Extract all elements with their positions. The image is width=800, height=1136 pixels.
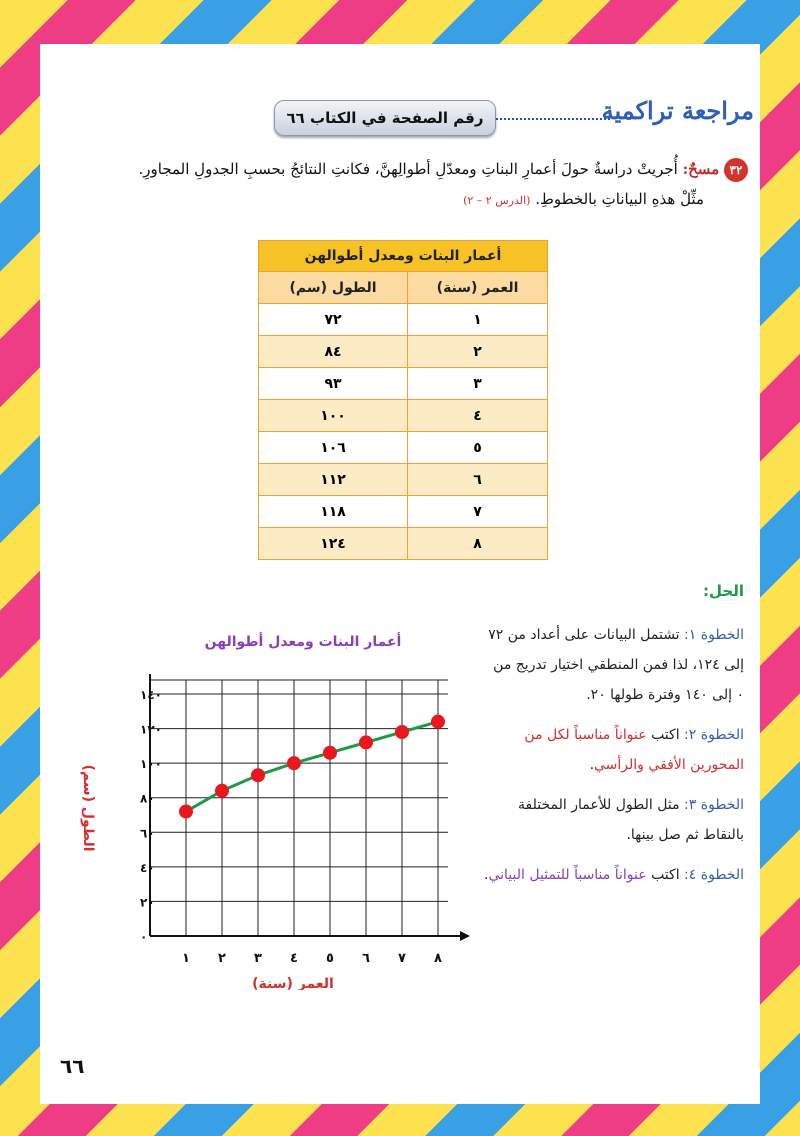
table-cell-age: ٢ — [408, 336, 548, 368]
question-label: مسحٌ: — [682, 160, 720, 178]
step-2 — [484, 720, 744, 780]
data-point — [179, 805, 193, 819]
question-line-1: أُجريتْ دراسةٌ حولَ أعمارِ البناتِ ومعدّلِ أطوالِهنَّ، فكانتِ النتائجُ بحسبِ الجدولِ المجاورِ. — [138, 160, 678, 178]
chart-title: أعمار البنات ومعدل أطوالهن — [204, 634, 402, 650]
y-tick-label: ٢٠ — [140, 895, 155, 910]
table-cell-age: ٦ — [408, 464, 548, 496]
step-2-highlight: عنواناً مناسباً لكل من المحورين الأفقي والرأسي — [524, 727, 744, 773]
y-tick-label: ٨٠ — [140, 791, 155, 806]
table-row — [259, 368, 548, 400]
x-tick-label: ٦ — [362, 951, 370, 966]
data-point — [395, 725, 409, 739]
step-3 — [484, 790, 744, 850]
step-3-text: مثل الطول للأعمار المختلفة بالنقاط ثم صل بينها. — [518, 797, 744, 843]
question-line-2: مثِّلْ هذهِ البياناتِ بالخطوطِ. — [535, 190, 704, 208]
step-4-pre: اكتب — [651, 867, 680, 883]
table-row — [259, 304, 548, 336]
table-cell-age: ٥ — [408, 432, 548, 464]
book-page-ref-badge: رقم الصفحة في الكتاب ٦٦ — [274, 100, 496, 136]
table-title: أعمار البنات ومعدل أطوالهن — [259, 241, 548, 272]
page-number: ٦٦ — [60, 1054, 85, 1078]
data-point — [431, 715, 445, 729]
data-point — [215, 784, 229, 798]
y-tick-label: ٠ — [140, 930, 148, 944]
question-block — [60, 154, 748, 216]
y-tick-label: ١٢٠ — [140, 722, 162, 737]
step-4-name: الخطوة ٤: — [684, 867, 744, 883]
line-chart-container — [62, 628, 474, 990]
table-header-age: العمر (سنة) — [408, 272, 548, 304]
data-point — [287, 756, 301, 770]
data-point — [359, 735, 373, 749]
step-2-pre: اكتب — [651, 727, 680, 743]
x-axis-label: العمر (سنة) — [252, 976, 334, 990]
table-cell-age: ٨ — [408, 528, 548, 560]
table-row — [259, 432, 548, 464]
data-point — [251, 768, 265, 782]
x-tick-label: ٥ — [326, 951, 334, 966]
step-2-name: الخطوة ٢: — [684, 727, 744, 743]
title-dotted-line — [492, 118, 610, 120]
question-number-badge: ٣٢ — [724, 158, 748, 182]
step-1-text: تشتمل البيانات على أعداد من ٧٢ إلى ١٢٤، لذا فمن المنطقي اختيار تدريج من ٠ إلى ١٤٠ وفترة طولها ٢٠. — [488, 627, 744, 703]
x-tick-label: ٤ — [290, 951, 298, 966]
line-chart — [62, 628, 474, 990]
step-4 — [484, 860, 744, 890]
table-cell-age: ١ — [408, 304, 548, 336]
table-row — [259, 336, 548, 368]
lesson-reference: (الدرس ٢ – ٢) — [463, 194, 531, 207]
table-row — [259, 528, 548, 560]
table-row — [259, 496, 548, 528]
table-cell-height: ١١٢ — [259, 464, 408, 496]
solution-steps — [484, 620, 744, 900]
x-tick-label: ٧ — [398, 951, 406, 966]
table-row — [259, 464, 548, 496]
x-axis-arrow — [460, 931, 470, 941]
step-4-end: . — [484, 867, 489, 883]
table-cell-height: ٧٢ — [259, 304, 408, 336]
x-tick-label: ١ — [182, 951, 190, 966]
x-tick-label: ٣ — [254, 951, 262, 966]
table-cell-height: ١٢٤ — [259, 528, 408, 560]
y-tick-label: ١٠٠ — [140, 757, 162, 772]
step-1 — [484, 620, 744, 710]
data-point — [323, 746, 337, 760]
step-2-end: . — [589, 757, 595, 773]
table-cell-height: ١٠٠ — [259, 400, 408, 432]
y-tick-label: ٤٠ — [140, 860, 155, 875]
table-cell-height: ١٠٦ — [259, 432, 408, 464]
table-cell-age: ٣ — [408, 368, 548, 400]
step-3-name: الخطوة ٣: — [684, 797, 744, 813]
y-tick-label: ١٤٠ — [140, 688, 162, 702]
step-1-name: الخطوة ١: — [684, 627, 744, 643]
table-cell-age: ٤ — [408, 400, 548, 432]
solution-label: الحل: — [703, 582, 744, 600]
table-cell-age: ٧ — [408, 496, 548, 528]
page-sheet — [40, 44, 760, 1104]
x-tick-label: ٢ — [218, 951, 226, 966]
y-axis-label: الطول (سم) — [80, 764, 96, 852]
table-row — [259, 400, 548, 432]
x-tick-label: ٨ — [434, 951, 442, 966]
data-table — [258, 240, 548, 560]
table-header-height: الطول (سم) — [259, 272, 408, 304]
table-cell-height: ٨٤ — [259, 336, 408, 368]
step-4-highlight: عنواناً مناسباً للتمثيل البياني — [488, 867, 647, 883]
table-cell-height: ٩٣ — [259, 368, 408, 400]
y-tick-label: ٦٠ — [140, 826, 155, 841]
section-title: مراجعة تراكمية — [601, 96, 754, 125]
table-cell-height: ١١٨ — [259, 496, 408, 528]
